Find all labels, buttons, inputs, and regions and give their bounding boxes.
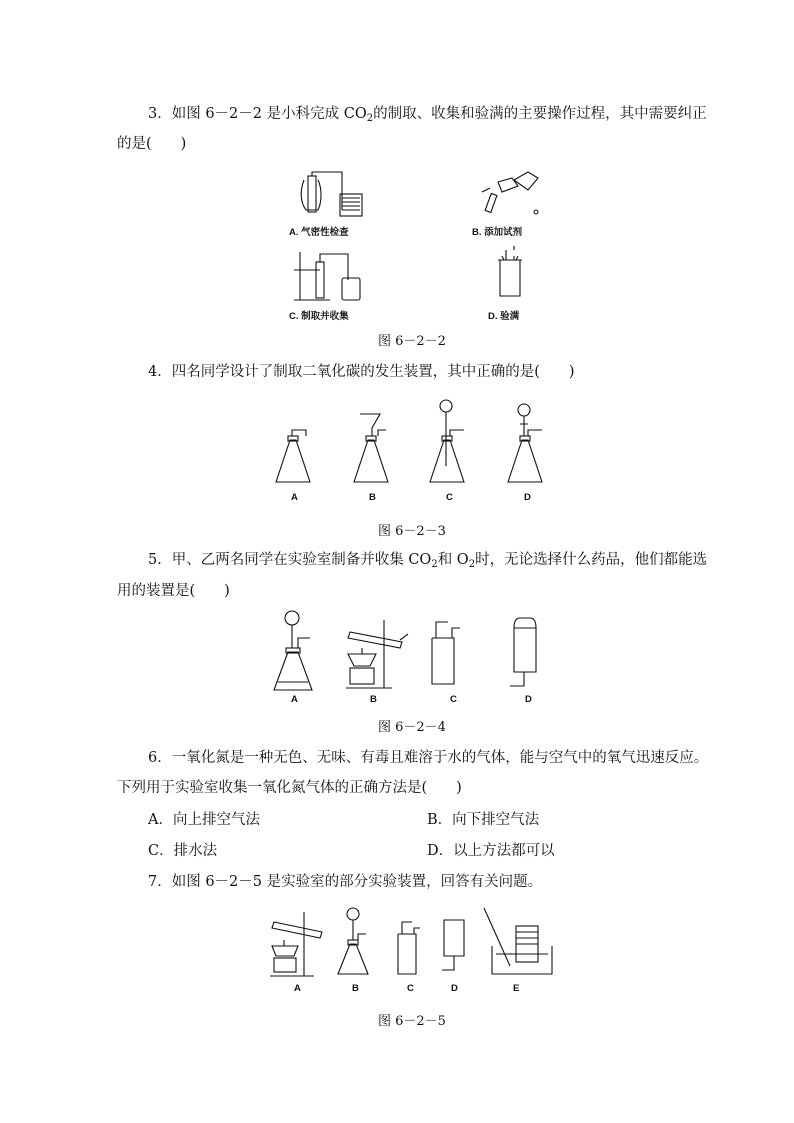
fig-6-2-5-label-a: A [294, 983, 301, 994]
fig-6-2-2-label-d: D. 验满 [488, 311, 520, 322]
fig-6-2-2-label-a: A. 气密性检查 [289, 227, 349, 238]
figure-air-tightness-check [292, 170, 372, 222]
figure-test-full [490, 246, 530, 302]
fig-6-2-4-label-d: D [525, 694, 532, 705]
q3-stem-line2: 的是( ) [117, 136, 187, 152]
q6-option-d: D．以上方法都可以 [427, 843, 555, 859]
figure-adding-reagent [478, 168, 548, 218]
figure-common-apparatus [270, 608, 560, 692]
fig-6-2-5-label-c: C [407, 983, 414, 994]
fig-6-2-4-label-b: B [370, 694, 377, 705]
fig-6-2-3-label-b: B [369, 492, 376, 503]
fig-6-2-3-caption: 图 6－2－3 [378, 524, 446, 539]
q6-option-c: C．排水法 [148, 843, 218, 859]
fig-6-2-4-label-c: C [450, 694, 457, 705]
q6-stem-line1: 6．一氧化氮是一种无色、无味、有毒且难溶于水的气体，能与空气中的氧气迅速反应。 [148, 750, 709, 766]
fig-6-2-2-label-b: B. 添加试剂 [472, 227, 523, 238]
fig-6-2-5-label-d: D [451, 983, 458, 994]
fig-6-2-3-label-a: A [291, 492, 298, 503]
q4-stem: 4．四名同学设计了制取二氧化碳的发生装置，其中正确的是( ) [148, 364, 575, 380]
fig-6-2-5-caption: 图 6－2－5 [378, 1014, 446, 1029]
fig-6-2-3-label-c: C [446, 492, 453, 503]
q6-option-a: A．向上排空气法 [148, 812, 260, 828]
fig-6-2-3-label-d: D [524, 492, 531, 503]
q6-option-b: B．向下排空气法 [427, 812, 540, 828]
figure-lab-apparatus-set [270, 904, 560, 980]
fig-6-2-5-label-e: E [513, 983, 520, 994]
fig-6-2-2-label-c: C. 制取并收集 [289, 311, 349, 322]
figure-co2-generators [270, 396, 560, 490]
q7-stem: 7．如图 6－2－5 是实验室的部分实验装置，回答有关问题。 [148, 874, 543, 890]
q5-stem-line1: 5．甲、乙两名同学在实验室制备并收集 $CO_2$和 $O_2$时，无论选择什么药品，他们都能选 [148, 552, 708, 570]
fig-6-2-4-caption: 图 6－2－4 [378, 720, 446, 735]
fig-6-2-5-label-b: B [352, 983, 359, 994]
figure-prepare-and-collect [290, 248, 370, 304]
q3-stem-line1: 3．如图 6－2－2 是小科完成 $CO_2$的制取、收集和验满的主要操作过程，其中需要纠正 [148, 106, 707, 124]
q5-stem-line2: 用的装置是( ) [117, 583, 230, 599]
fig-6-2-4-label-a: A [291, 694, 298, 705]
fig-6-2-2-caption: 图 6－2－2 [378, 334, 446, 349]
q6-stem-line2: 下列用于实验室收集一氧化氮气体的正确方法是( ) [117, 780, 462, 796]
